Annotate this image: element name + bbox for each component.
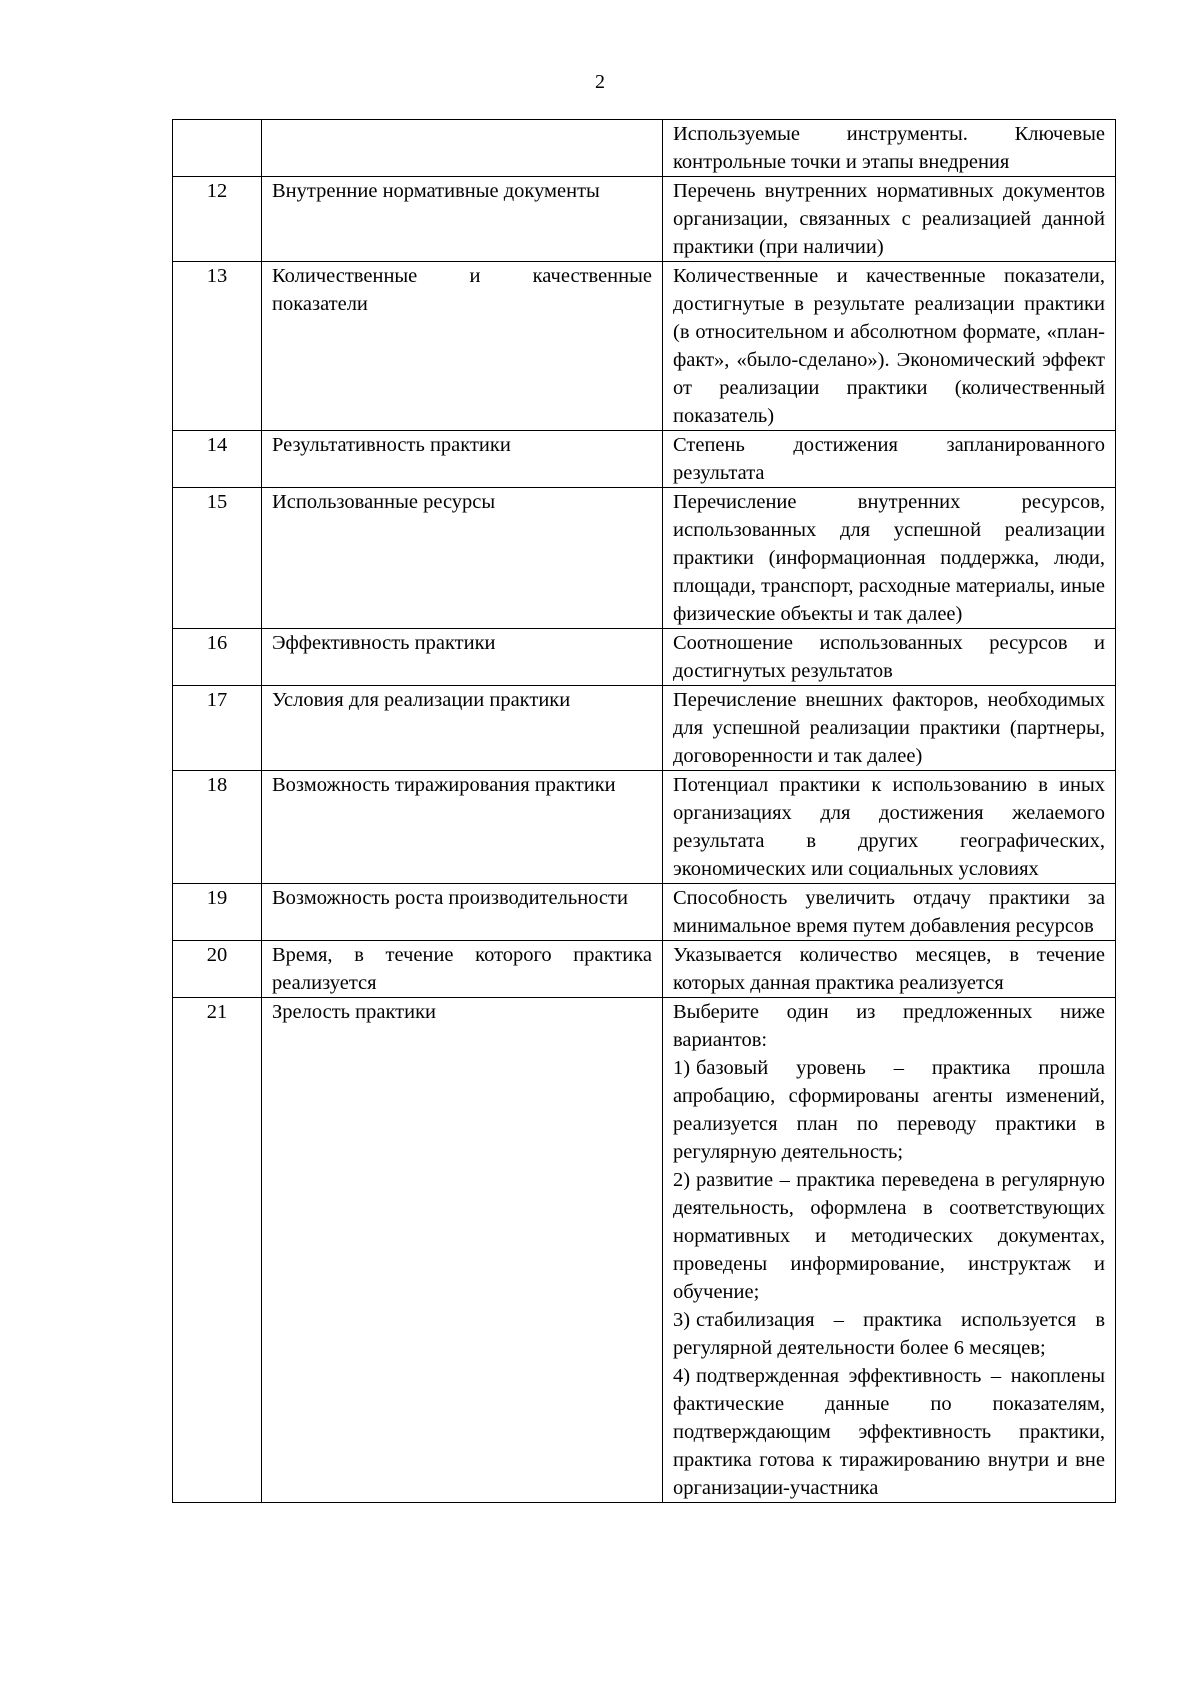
table-row — [173, 686, 1116, 771]
row-parameter: Возможность тиражирования практики — [262, 771, 663, 884]
option-text: базовый уровень – практика прошла апробацию, сформированы агенты изменений, реализуется план по переводу практики в регулярную деятельность; — [673, 1057, 1105, 1163]
row-parameter: Время, в течение которого практика реализуется — [262, 941, 663, 998]
maturity-option — [673, 1054, 1105, 1166]
option-marker: 4) — [673, 1365, 691, 1387]
row-number: 18 — [173, 771, 262, 884]
table-row — [173, 488, 1116, 629]
row-description: Способность увеличить отдачу практики за минимальное время путем добавления ресурсов — [663, 884, 1116, 941]
row-description: Количественные и качественные показатели, достигнутые в результате реализации практики (в относительном и абсолютном формате, «план-факт», «было-сделано»). Экономический эффект от реализации практики (количественный показатель) — [663, 262, 1116, 431]
option-text: развитие – практика переведена в регулярную деятельность, оформлена в соответствующих нормативных и методических документах, проведены информирование, инструктаж и обучение; — [673, 1169, 1105, 1303]
row-number: 15 — [173, 488, 262, 629]
row-number: 17 — [173, 686, 262, 771]
row-description: Соотношение использованных ресурсов и достигнутых результатов — [663, 629, 1116, 686]
practice-description-table — [172, 119, 1116, 1503]
row-parameter: Использованные ресурсы — [262, 488, 663, 629]
maturity-option — [673, 1362, 1105, 1502]
row-number: 21 — [173, 998, 262, 1503]
row-number: 14 — [173, 431, 262, 488]
row-description: Потенциал практики к использованию в иных организациях для достижения желаемого результата в других географических, экономических или социальных условиях — [663, 771, 1116, 884]
table-row — [173, 884, 1116, 941]
maturity-option — [673, 1166, 1105, 1306]
row-description: Перечисление внешних факторов, необходимых для успешной реализации практики (партнеры, договоренности и так далее) — [663, 686, 1116, 771]
row-number: 19 — [173, 884, 262, 941]
page-number: 2 — [595, 71, 605, 93]
table-row — [173, 998, 1116, 1503]
row-parameter: Внутренние нормативные документы — [262, 177, 663, 262]
table-row — [173, 771, 1116, 884]
row-parameter: Эффективность практики — [262, 629, 663, 686]
row-parameter — [262, 120, 663, 177]
table-row — [173, 120, 1116, 177]
row-parameter: Зрелость практики — [262, 998, 663, 1503]
row-description: Перечень внутренних нормативных документов организации, связанных с реализацией данной практики (при наличии) — [663, 177, 1116, 262]
row-number: 20 — [173, 941, 262, 998]
row-description — [663, 998, 1116, 1503]
maturity-intro: Выберите один из предложенных ниже вариантов: — [673, 1001, 1105, 1051]
row-parameter: Результативность практики — [262, 431, 663, 488]
row-number — [173, 120, 262, 177]
table-row — [173, 262, 1116, 431]
row-description: Степень достижения запланированного результата — [663, 431, 1116, 488]
row-parameter: Условия для реализации практики — [262, 686, 663, 771]
option-marker: 3) — [673, 1309, 691, 1331]
option-text: стабилизация – практика используется в регулярной деятельности более 6 месяцев; — [673, 1309, 1105, 1359]
table-row — [173, 177, 1116, 262]
maturity-option — [673, 1306, 1105, 1362]
row-description: Используемые инструменты. Ключевые контрольные точки и этапы внедрения — [663, 120, 1116, 177]
table-row — [173, 941, 1116, 998]
row-description: Перечисление внутренних ресурсов, использованных для успешной реализации практики (информационная поддержка, люди, площади, транспорт, расходные материалы, иные физические объекты и так далее) — [663, 488, 1116, 629]
table-row — [173, 629, 1116, 686]
row-parameter: Возможность роста производительности — [262, 884, 663, 941]
row-description: Указывается количество месяцев, в течение которых данная практика реализуется — [663, 941, 1116, 998]
option-marker: 1) — [673, 1057, 691, 1079]
row-number: 13 — [173, 262, 262, 431]
row-number: 16 — [173, 629, 262, 686]
option-text: подтвержденная эффективность – накоплены фактические данные по показателям, подтверждающим эффективность практики, практика готова к тиражированию внутри и вне организации-участника — [673, 1365, 1105, 1499]
row-parameter: Количественные и качественные показатели — [262, 262, 663, 431]
row-number: 12 — [173, 177, 262, 262]
table-row — [173, 431, 1116, 488]
option-marker: 2) — [673, 1169, 691, 1191]
